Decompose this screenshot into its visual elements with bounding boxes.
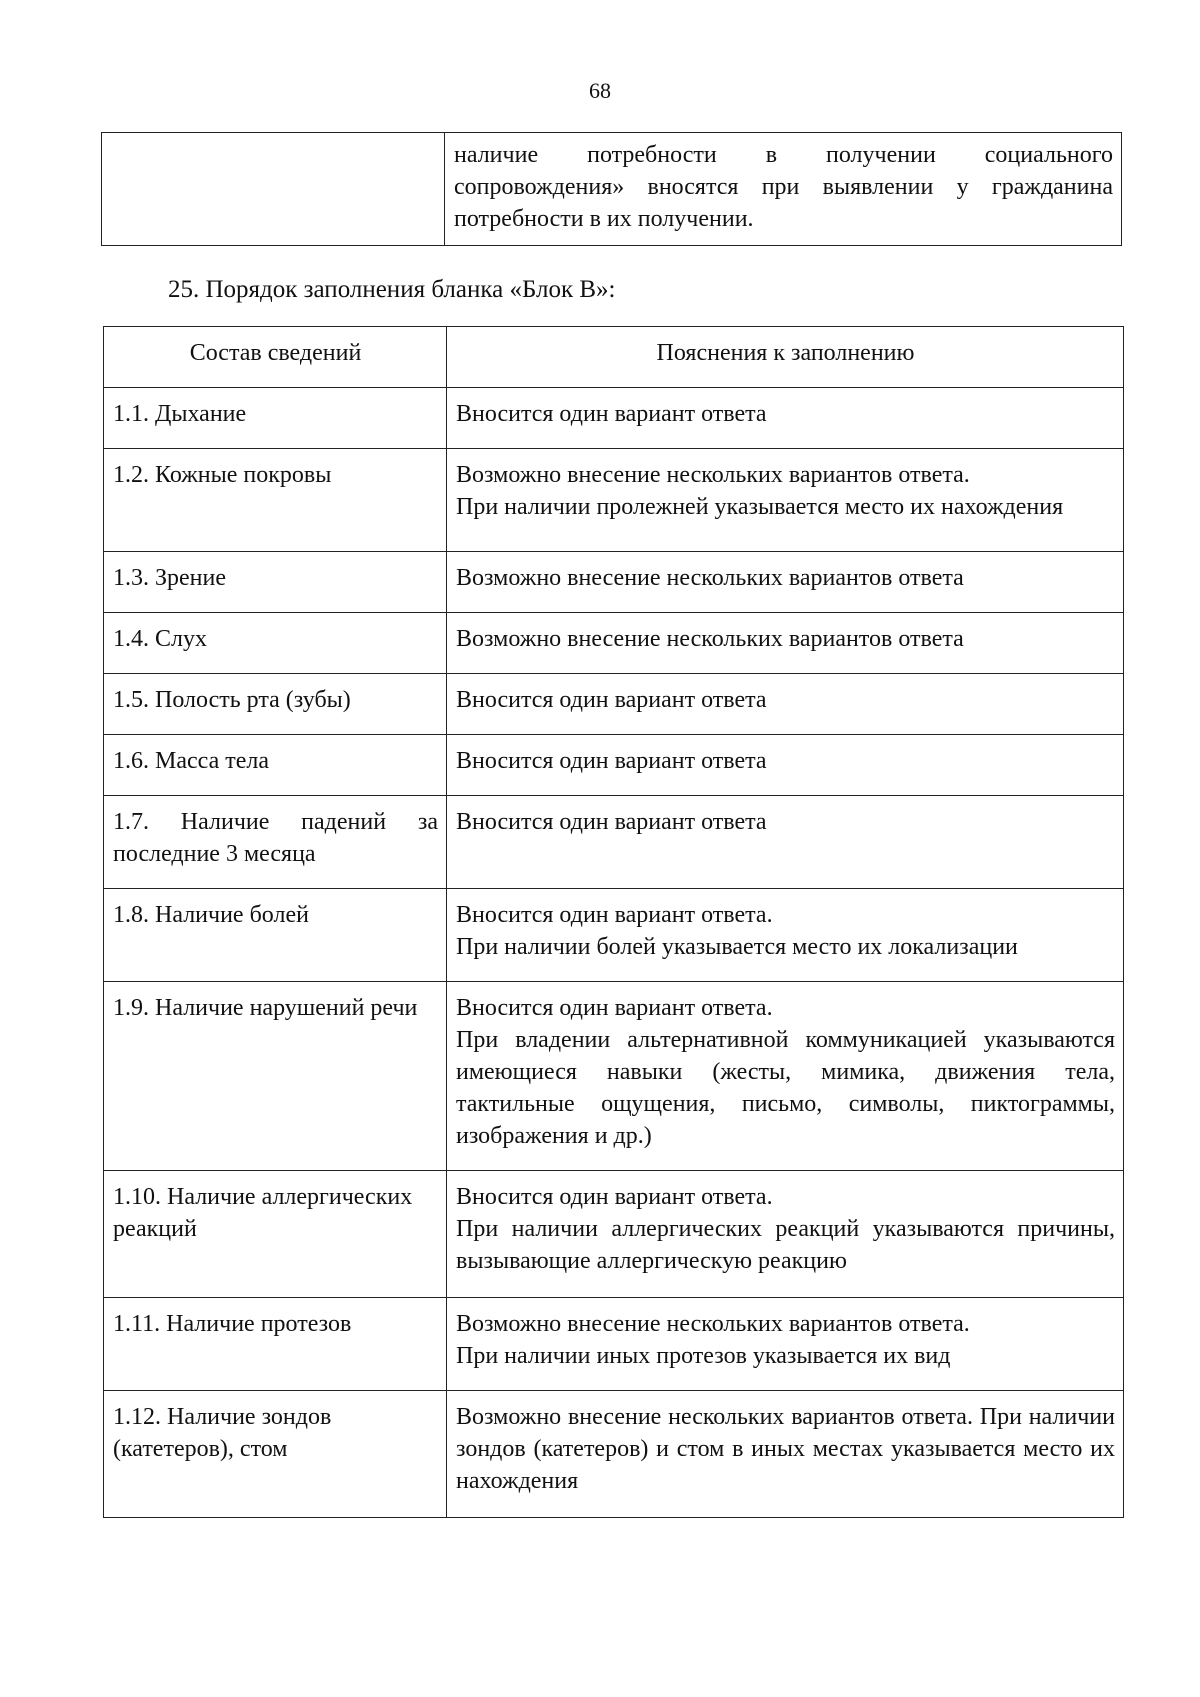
continuation-line: наличие потребности в получении социального bbox=[454, 142, 1113, 168]
explanation-cell bbox=[447, 1298, 1124, 1391]
explanation-cell bbox=[447, 796, 1124, 889]
continuation-line: потребности в их получении. bbox=[454, 206, 754, 232]
item-cell: 1.11. Наличие протезов bbox=[104, 1298, 447, 1391]
explanation-text: При наличии иных протезов указывается их вид bbox=[456, 1343, 951, 1369]
table-row bbox=[104, 674, 1124, 735]
item-cell: 1.3. Зрение bbox=[104, 552, 447, 613]
item-cell: 1.12. Наличие зондов (катетеров), стом bbox=[104, 1391, 447, 1518]
explanation-cell bbox=[447, 388, 1124, 449]
item-cell: 1.8. Наличие болей bbox=[104, 889, 447, 982]
item-cell: 1.2. Кожные покровы bbox=[104, 449, 447, 552]
explanation-cell bbox=[447, 613, 1124, 674]
explanation-text: Вносится один вариант ответа bbox=[456, 809, 767, 835]
table-row bbox=[104, 735, 1124, 796]
item-cell: 1.5. Полость рта (зубы) bbox=[104, 674, 447, 735]
explanation-cell bbox=[447, 1171, 1124, 1298]
explanation-text: Вносится один вариант ответа. bbox=[456, 995, 773, 1021]
table-row bbox=[104, 889, 1124, 982]
continuation-line: сопровождения» вносятся при выявлении у гражданина bbox=[454, 174, 1113, 200]
item-cell: 1.9. Наличие нарушений речи bbox=[104, 982, 447, 1171]
table-row bbox=[104, 449, 1124, 552]
continuation-row bbox=[102, 133, 1122, 246]
item-cell: 1.6. Масса тела bbox=[104, 735, 447, 796]
explanation-cell bbox=[447, 982, 1124, 1171]
explanation-cell bbox=[447, 889, 1124, 982]
explanation-text: Возможно внесение нескольких вариантов ответа bbox=[456, 626, 964, 652]
page-number: 68 bbox=[589, 78, 611, 103]
item-cell: 1.1. Дыхание bbox=[104, 388, 447, 449]
explanation-text: Возможно внесение нескольких вариантов ответа. При наличии зондов (катетеров) и стом в иных местах указывается место их нахождения bbox=[456, 1404, 1115, 1494]
block-b-table bbox=[103, 326, 1124, 1518]
explanation-text: Вносится один вариант ответа bbox=[456, 687, 767, 713]
explanation-cell bbox=[447, 1391, 1124, 1518]
item-cell: 1.4. Слух bbox=[104, 613, 447, 674]
continuation-left-cell bbox=[102, 133, 445, 246]
explanation-cell bbox=[447, 552, 1124, 613]
continuation-table bbox=[101, 132, 1122, 246]
table-row bbox=[104, 796, 1124, 889]
explanation-cell bbox=[447, 449, 1124, 552]
explanation-cell bbox=[447, 735, 1124, 796]
table-row bbox=[104, 1391, 1124, 1518]
item-cell: 1.10. Наличие аллергических реакций bbox=[104, 1171, 447, 1298]
table-row bbox=[104, 982, 1124, 1171]
explanation-text: При наличии аллергических реакций указываются причины, вызывающие аллергическую реакцию bbox=[456, 1216, 1115, 1274]
explanation-text: Вносится один вариант ответа bbox=[456, 748, 767, 774]
table-row bbox=[104, 613, 1124, 674]
item-cell: 1.7. Наличие падений за последние 3 месяца bbox=[104, 796, 447, 889]
table-row bbox=[104, 1298, 1124, 1391]
explanation-text: Возможно внесение нескольких вариантов ответа. bbox=[456, 1311, 970, 1337]
header-explanation: Пояснения к заполнению bbox=[447, 327, 1124, 388]
table-header-row bbox=[104, 327, 1124, 388]
explanation-text: При наличии пролежней указывается место их нахождения bbox=[456, 494, 1064, 520]
explanation-text: Возможно внесение нескольких вариантов ответа. bbox=[456, 462, 970, 488]
explanation-cell bbox=[447, 674, 1124, 735]
explanation-text: Вносится один вариант ответа bbox=[456, 401, 767, 427]
section-heading: 25. Порядок заполнения бланка «Блок В»: bbox=[168, 276, 616, 303]
explanation-text: При наличии болей указывается место их локализации bbox=[456, 934, 1018, 960]
explanation-text: Вносится один вариант ответа. bbox=[456, 1184, 773, 1210]
table-row bbox=[104, 552, 1124, 613]
explanation-text: При владении альтернативной коммуникацией указываются имеющиеся навыки (жесты, мимика, движения тела, тактильные ощущения, письмо, символы, пиктограммы, изображения и др.) bbox=[456, 1027, 1115, 1149]
continuation-right-cell bbox=[445, 133, 1122, 246]
table-row bbox=[104, 388, 1124, 449]
table-row bbox=[104, 1171, 1124, 1298]
header-item: Состав сведений bbox=[104, 327, 447, 388]
explanation-text: Возможно внесение нескольких вариантов ответа bbox=[456, 565, 964, 591]
explanation-text: Вносится один вариант ответа. bbox=[456, 902, 773, 928]
